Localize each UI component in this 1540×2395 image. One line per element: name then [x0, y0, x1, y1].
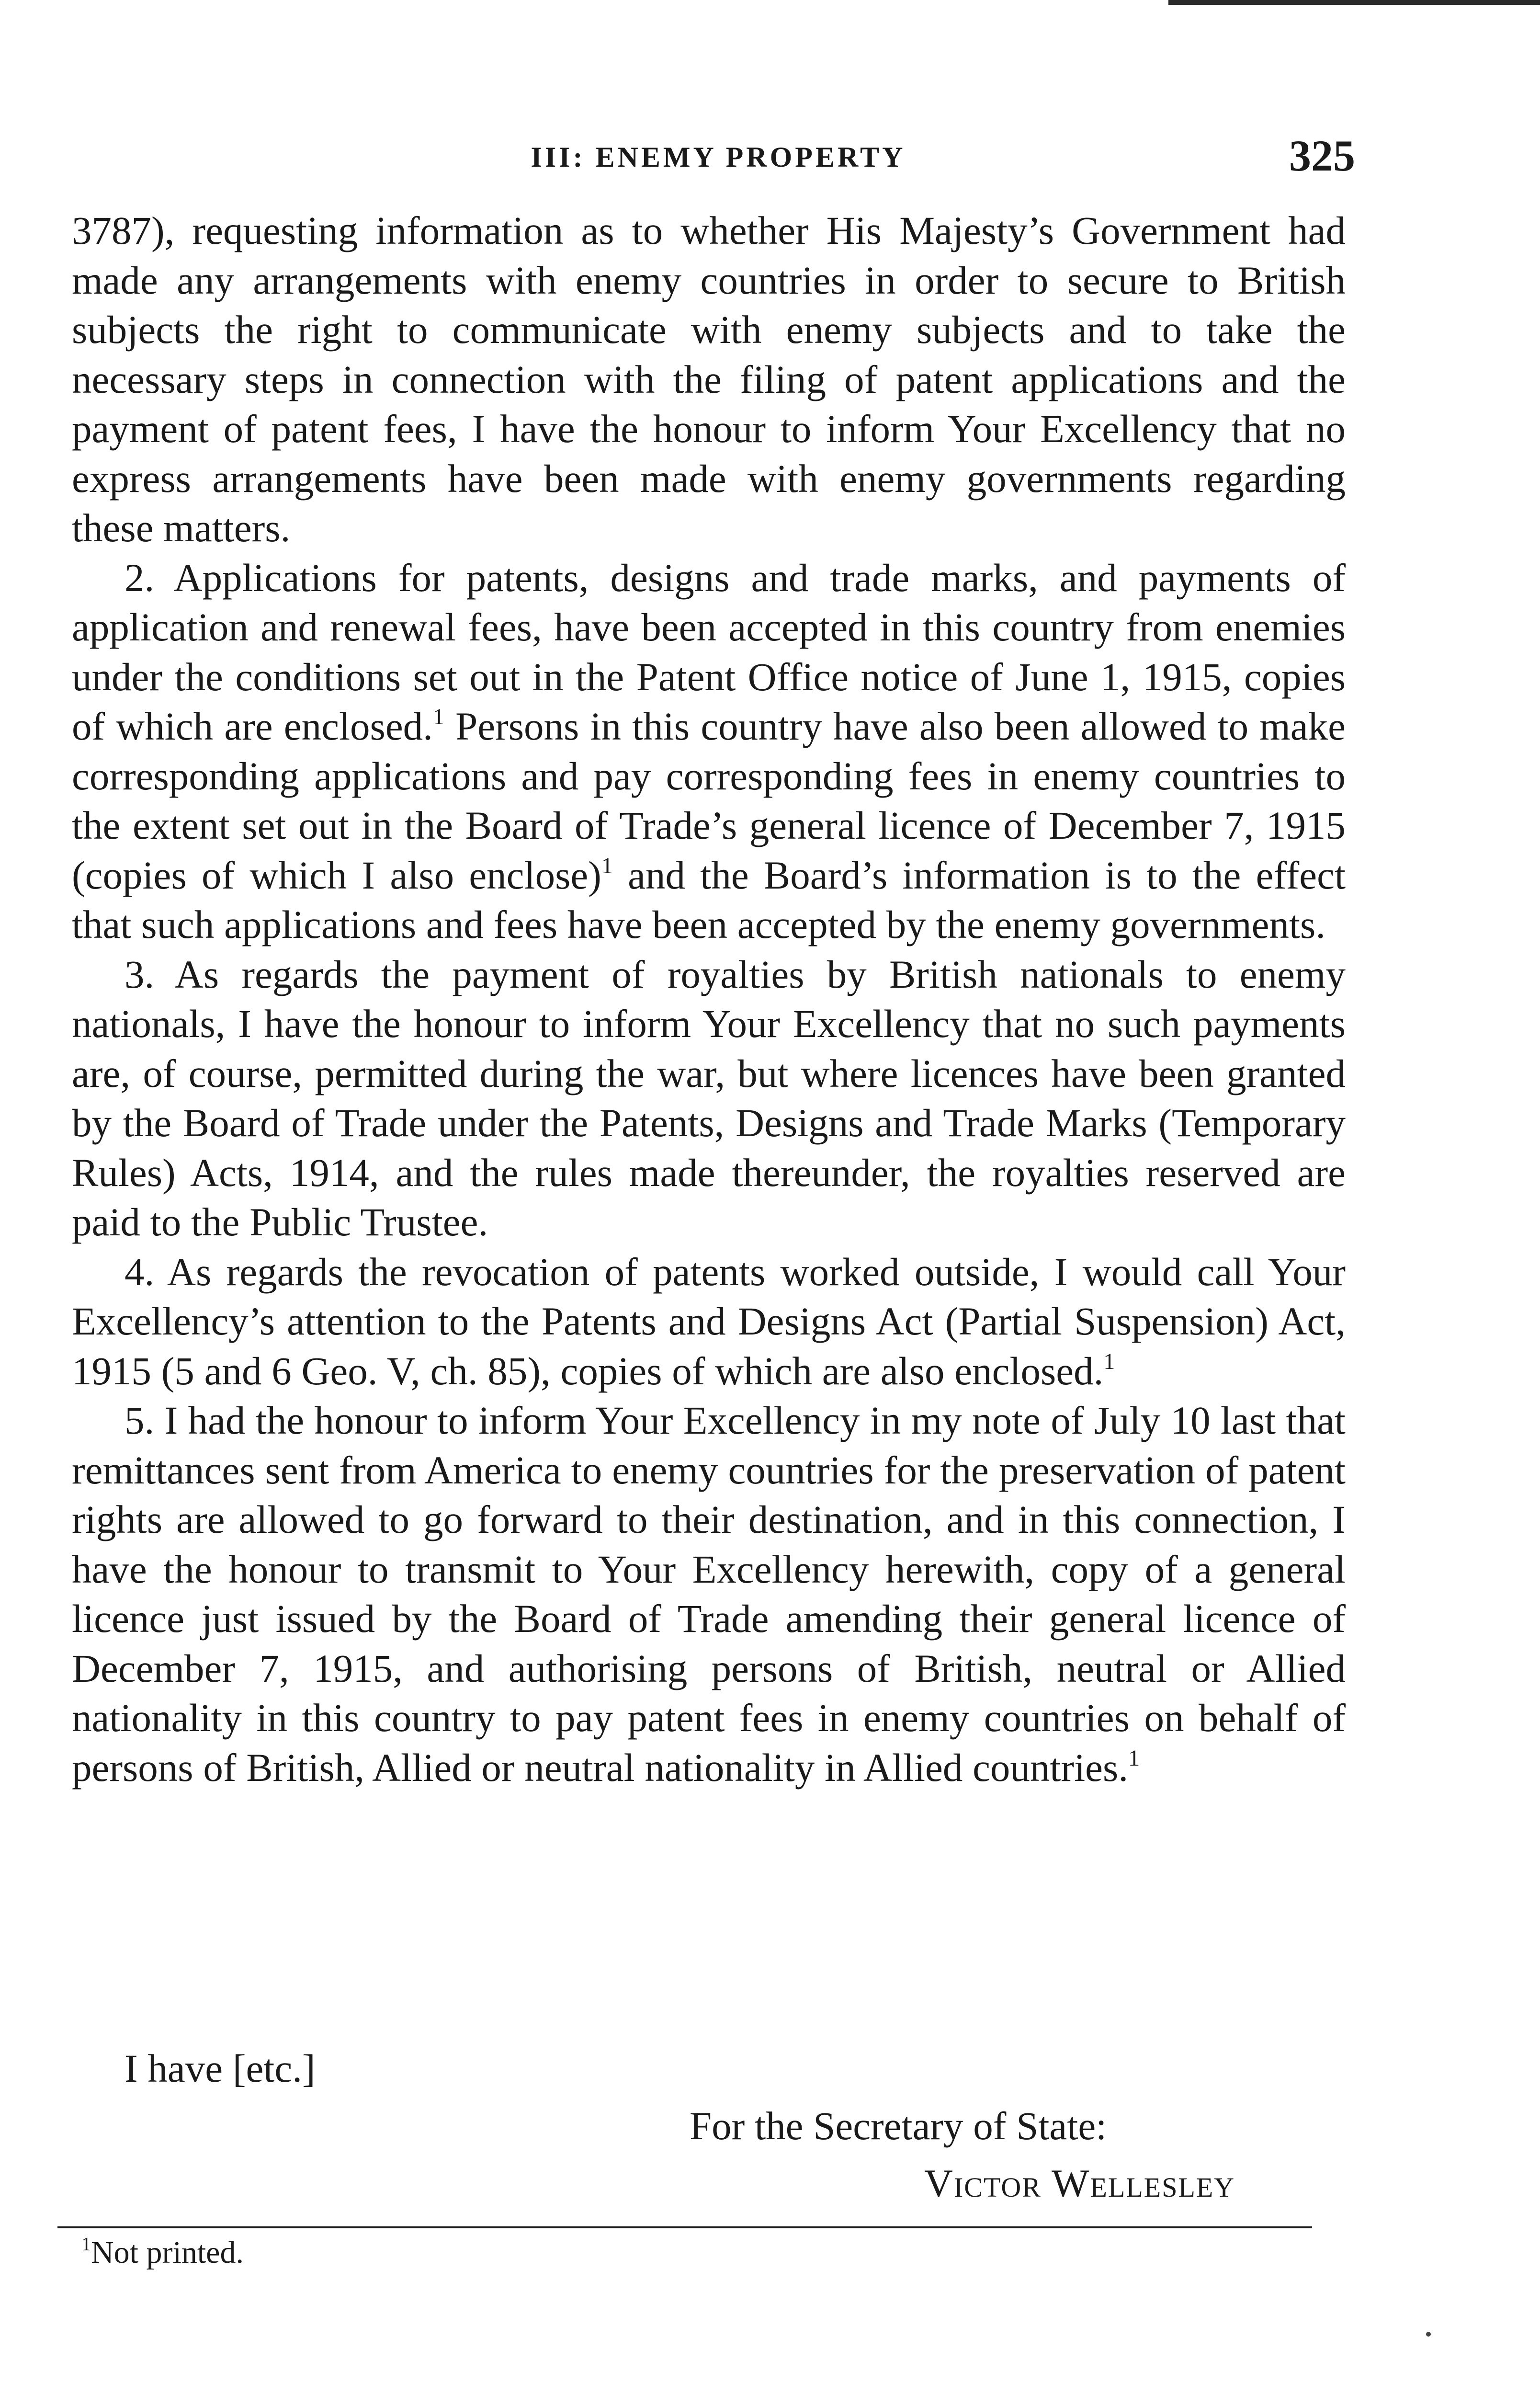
page-number: 325 [1289, 131, 1355, 180]
signatory-name: Victor Wellesley [924, 2161, 1235, 2205]
scan-speck [1426, 2332, 1431, 2337]
footnote-reference: 1 [432, 704, 444, 730]
footnote-marker: 1 [81, 2233, 91, 2255]
paragraph-3 [72, 950, 1346, 1247]
footnote-reference: 1 [1128, 1745, 1140, 1771]
footnote-text: Not printed. [91, 2235, 244, 2270]
paragraph-text: 2. Applications for patents, designs and trade marks, and payments of application and renewal fees, have been accepted in this country from enemies under the conditions set out in the Patent Office notice of June 1, 1915, copies of which are enclosed. [72, 555, 1346, 748]
scan-edge-rule [1168, 0, 1540, 5]
paragraph-continued [72, 206, 1346, 553]
letter-body [72, 206, 1346, 1792]
footnote [81, 2235, 244, 2271]
footnote-reference: 1 [601, 853, 613, 878]
paragraph-4 [72, 1247, 1346, 1396]
running-title: III: ENEMY PROPERTY [531, 141, 906, 173]
paragraph-text: 3787), requesting information as to whether His Majesty’s Government had made any arrangements with enemy countries in order to secure to British subjects the right to communicate with enemy subjects and to take the necessary steps in connection with the filing of patent applications and the payment of patent fees, I have the honour to inform Your Excellency that no express arrangements have been made with enemy governments regarding these matters. [72, 208, 1346, 550]
paragraph-text: Persons in this country have also been allowed to make corresponding applications and pay corresponding fees in enemy countries to the extent set out in the Board of Trade’s general licence of December 7, 1915 (copies of which I also enclose) [72, 704, 1346, 897]
paragraph-text: 4. As regards the revocation of patents worked outside, I would call Your Excellency’s attention to the Patents and Designs Act (Partial Suspension) Act, 1915 (5 and 6 Geo. V, ch. 85), copies of which are also enclosed. [72, 1249, 1346, 1393]
paragraph-text: 5. I had the honour to inform Your Excellency in my note of July 10 last that remittances sent from America to enemy countries for the preservation of patent rights are allowed to go forward to their destination, and in this connection, I have the honour to transmit to Your Excellency herewith, copy of a general licence just issued by the Board of Trade amending their general licence of December 7, 1915, and authorising persons of British, neutral or Allied nationality in this country to pay patent fees in enemy countries on behalf of persons of British, Allied or neutral nationality in Allied countries. [72, 1398, 1346, 1790]
paragraph-5 [72, 1396, 1346, 1792]
paragraph-2 [72, 553, 1346, 950]
paragraph-text: 3. As regards the payment of royalties by British nationals to enemy nationals, I have the honour to inform Your Excellency that no such payments are, of course, permitted during the war, but where licences have been granted by the Board of Trade under the Patents, Designs and Trade Marks (Temporary Rules) Acts, 1914, and the rules made thereunder, the royalties reserved are paid to the Public Trustee. [72, 952, 1346, 1244]
paragraph-text: and the Board’s information is to the effect that such applications and fees have been accepted by the enemy governments. [72, 853, 1346, 947]
closing-line: I have [etc.] [125, 2046, 316, 2090]
footnote-divider [57, 2226, 1312, 2228]
page-header [81, 130, 1355, 183]
signature-line: For the Secretary of State: [690, 2104, 1107, 2148]
footnote-reference: 1 [1103, 1348, 1115, 1374]
